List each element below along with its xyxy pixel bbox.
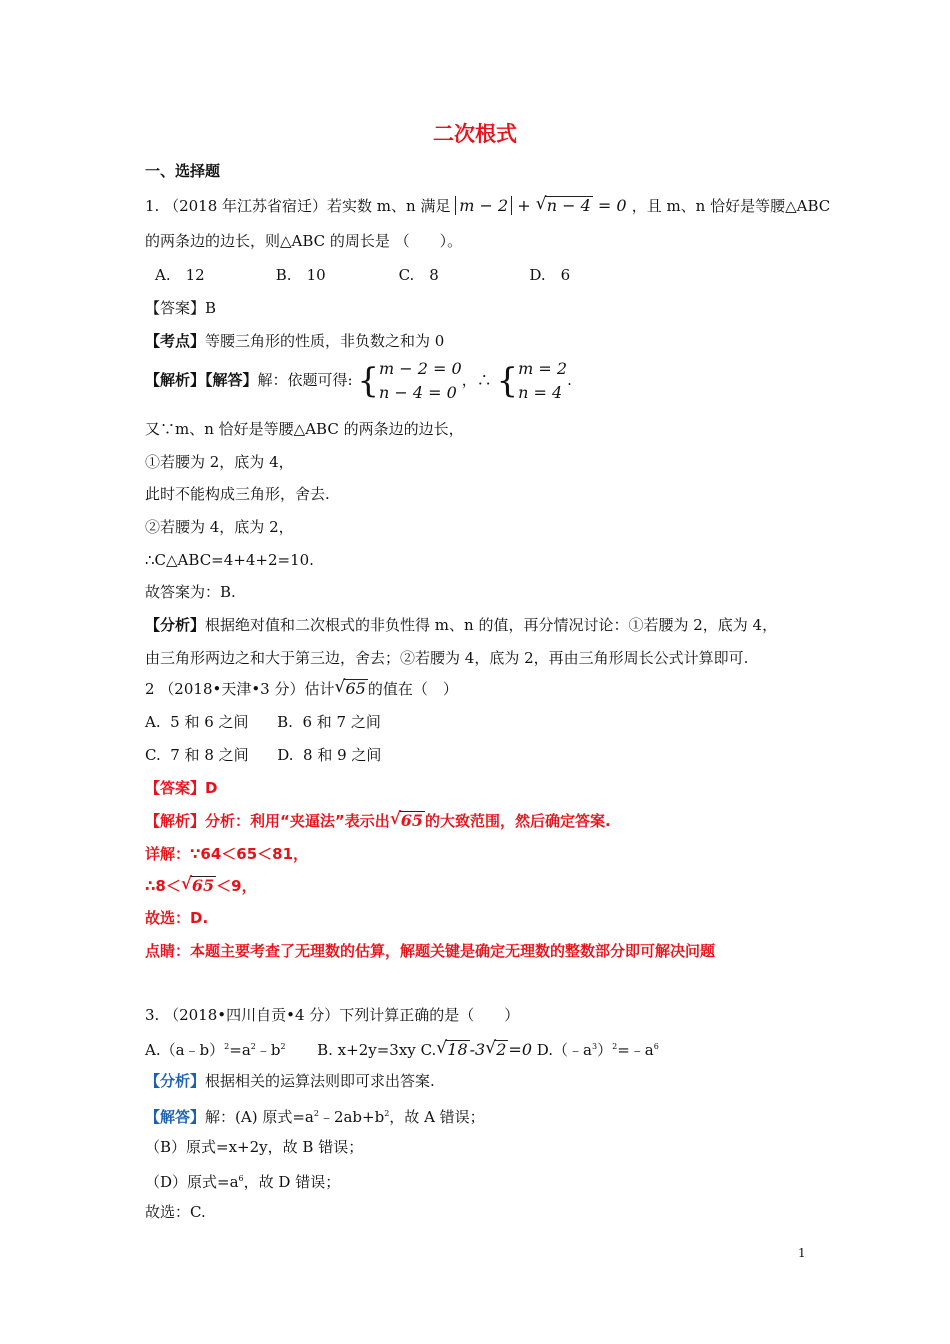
q3-choose: 故选：C. [145, 1203, 206, 1221]
q2-jiexi: 【解析】分析：利用“夹逼法”表示出 √ 65 的大致范围，然后确定答案. [145, 809, 611, 830]
q1-therefore: ，∴ [461, 371, 492, 389]
q2-sqrt-65-b: √ 65 [389, 809, 423, 830]
q1-jiexi-label: 【解析】【解答】 [145, 371, 258, 389]
page-number: 1 [798, 1246, 806, 1260]
q1-stem-text-b: ，且 m、n 恰好是等腰△ABC [631, 197, 831, 215]
q2-answer: 【答案】D [145, 779, 218, 797]
q2-sqrt-65: √ 65 [334, 677, 366, 698]
q1-options [155, 264, 570, 286]
brace-icon: { [357, 361, 379, 401]
q3-jieda-line2: （B）原式=x+2y，故 B 错误； [145, 1138, 364, 1156]
q1-fenxi-line1: 【分析】根据绝对值和二次根式的非负性得 m、n 的值，再分情况讨论：①若腰为 2，底为 4， [145, 616, 778, 634]
q2-sqrt-65-c: √ 65 [180, 874, 215, 895]
q1-solution-line5: ∴C△ABC=4+4+2=10. [145, 551, 314, 569]
q1-stem-line2: 的两条边的边长，则△ABC 的周长是 （ ）。 [145, 232, 463, 250]
brace-icon: { [496, 361, 519, 401]
q2-choose: 故选：D. [145, 909, 209, 927]
q3-stem: 3. （2018•四川自贡•4 分）下列计算正确的是（ ） [145, 1006, 520, 1024]
q1-option-b: B. 10 [275, 266, 326, 284]
radical-sign-icon: √ [535, 194, 547, 214]
q1-jiexi: 【解析】【解答】解：依题可得: {m − 2 = 0 n − 4 = 0，∴ {m = 2 n = 4. [145, 356, 572, 405]
q1-solution-line3: 此时不能构成三角形，舍去. [145, 485, 330, 503]
q2-inequality: ∴8＜ √ 65 ＜9， [145, 874, 257, 895]
q3-options [145, 1036, 659, 1061]
q1-answer: 【答案】B [145, 299, 217, 317]
q2-options-cd: C. 7 和 8 之间 D. 8 和 9 之间 [145, 746, 382, 764]
page-title: 二次根式 [433, 122, 517, 146]
q3-sqrt-18: √ 18 [436, 1038, 468, 1059]
q2-options-ab: A. 5 和 6 之间 B. 6 和 7 之间 [145, 713, 381, 731]
q1-kaodian-text: 等腰三角形的性质，非负数之和为 0 [205, 332, 445, 350]
radical-sign-icon: √ [180, 874, 193, 894]
q1-solution-line2: ①若腰为 2，底为 4， [145, 453, 294, 471]
q1-solution-line6: 故答案为：B. [145, 583, 236, 601]
q3-fenxi-label: 【分析】 [145, 1072, 206, 1090]
q3-option-b: B. x+2y=3xy [317, 1041, 416, 1059]
radical-sign-icon: √ [389, 809, 401, 829]
q3-fenxi: 【分析】根据相关的运算法则即可求出答案. [145, 1072, 435, 1090]
q1-option-a: A. 12 [155, 266, 205, 284]
q1-abs-term: m − 2 [455, 196, 512, 215]
q1-jiexi-text: 解：依题可得: [257, 371, 353, 389]
radical-sign-icon: √ [436, 1038, 448, 1058]
q1-solution-line1: 又∵m、n 恰好是等腰△ABC 的两条边的边长， [145, 420, 464, 438]
q1-stem-text-a: 1. （2018 年江苏省宿迁）若实数 m、n 满足 [145, 197, 451, 215]
radical-sign-icon: √ [334, 677, 346, 697]
q3-jieda-line3: （D）原式$=a^6$，故 D 错误； [145, 1173, 341, 1191]
q2-comment: 点睛：本题主要考查了无理数的估算，解题关键是确定无理数的整数部分即可解决问题 [145, 942, 716, 960]
q3-option-d: $D.(﹣a^3)^2=﹣a^6$ [536, 1041, 659, 1059]
q3-sqrt-2: √ 2 [485, 1038, 507, 1059]
q1-kaodian [145, 330, 444, 352]
q1-stem-line1 [145, 195, 830, 217]
radical-sign-icon: √ [485, 1038, 497, 1058]
q1-system-2: m = 2 n = 4 [518, 359, 568, 402]
q3-jieda-label: 【解答】 [145, 1108, 206, 1126]
q1-option-d: D. 6 [529, 266, 571, 284]
q2-stem: 2 （2018•天津•3 分）估计 √ 65 的值在（ ） [145, 677, 458, 698]
q1-fenxi-line2: 由三角形两边之和大于第三边，舍去；②若腰为 4，底为 2，再由三角形周长公式计算即可. [145, 649, 749, 667]
q1-option-c: C. 8 [398, 266, 439, 284]
q1-solution-line4: ②若腰为 4，底为 2， [145, 518, 294, 536]
q1-sqrt-term: √ n − 4 [535, 194, 591, 215]
q3-option-a: $A.(a﹣b)^2=a^2﹣b^2$ [145, 1041, 286, 1059]
q1-plus: + [517, 196, 531, 215]
q1-equation [455, 196, 631, 215]
q1-system-1: m − 2 = 0 n − 4 = 0 [379, 359, 462, 402]
q1-kaodian-label: 【考点】 [145, 332, 206, 350]
q2-detail: 详解：∵64＜65＜81， [145, 845, 309, 863]
q1-fenxi-label: 【分析】 [145, 616, 206, 634]
q3-option-c: C. √ 18 -3 √ 2 =0 [420, 1038, 533, 1059]
q3-jieda-line1: 【解答】解：(A) 原式$=a^2﹣2ab+b^2$，故 A 错误； [145, 1108, 485, 1126]
section-heading: 一、选择题 [145, 162, 221, 180]
q1-equals-zero: = 0 [597, 196, 627, 215]
